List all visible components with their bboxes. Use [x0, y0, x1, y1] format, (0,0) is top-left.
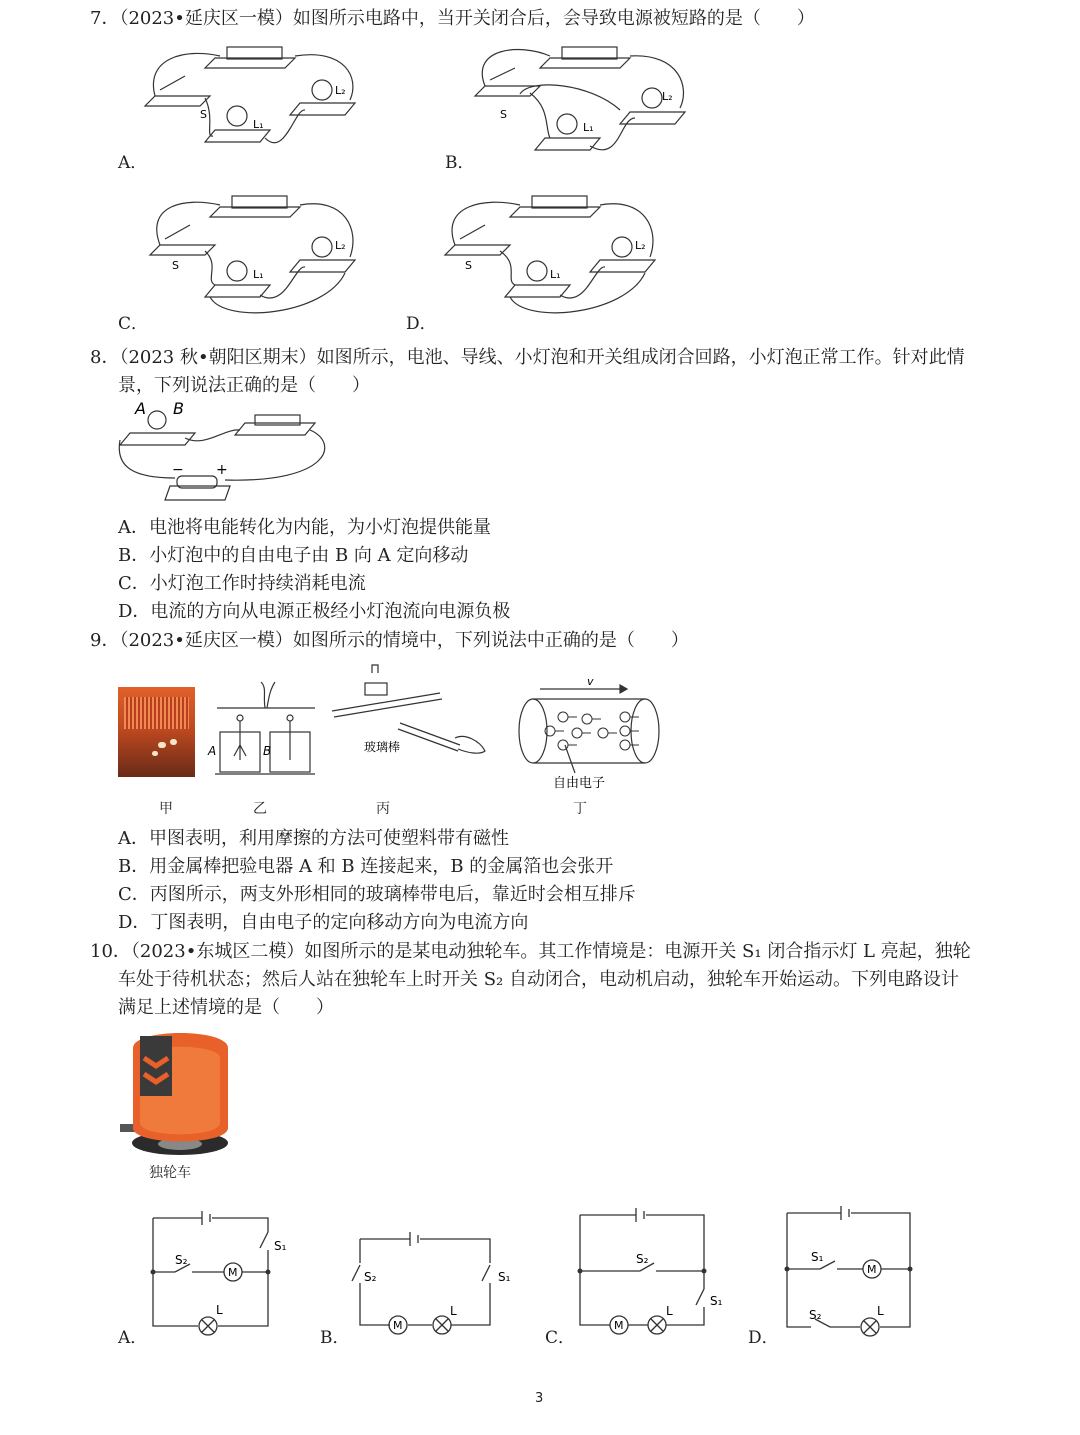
plus-label: + — [216, 462, 228, 478]
lamp2-label: L₂ — [335, 239, 346, 252]
q10-option-a: A． — [118, 1328, 148, 1348]
circuit-d — [775, 1205, 945, 1335]
terminal-b-label: B — [173, 399, 184, 418]
s1-label: S₁ — [710, 1294, 723, 1308]
s2-label: S₂ — [809, 1308, 822, 1322]
unicycle-picture — [118, 1028, 238, 1158]
q7-figure-a — [145, 38, 375, 163]
motor-label: M — [228, 1266, 238, 1279]
minus-label: − — [172, 462, 184, 478]
free-electron-label: 自由电子 — [553, 776, 606, 791]
q8-option-d: D．电流的方向从电源正极经小灯泡流向电源负极 — [118, 601, 511, 622]
switch-label: S — [200, 108, 207, 121]
free-electron-figure — [515, 673, 665, 793]
q7-figure-c — [145, 185, 375, 325]
terminal-a-label: A — [135, 399, 146, 418]
lamp-label: L — [450, 1304, 457, 1318]
q8-option-a: A．电池将电能转化为内能，为小灯泡提供能量 — [118, 517, 491, 538]
q10-option-b: B． — [320, 1328, 350, 1348]
s1-label: S₁ — [274, 1239, 287, 1253]
q9-option-b: B．用金属棒把验电器 A 和 B 连接起来，B 的金属箔也会张开 — [118, 856, 614, 877]
circuit-a — [140, 1210, 300, 1335]
lamp-label: L — [216, 1303, 223, 1317]
switch-label: S — [465, 259, 472, 272]
comb-photo — [118, 687, 195, 777]
caption-ding: 丁 — [573, 801, 587, 817]
electroscope-a-label: A — [208, 744, 217, 758]
q9-option-a: A．甲图表明，利用摩擦的方法可使塑料带有磁性 — [118, 828, 509, 849]
caption-bing: 丙 — [376, 801, 390, 817]
caption-jia: 甲 — [159, 801, 173, 817]
electroscope-b-label: B — [263, 744, 272, 758]
q7-option-a: A． — [118, 153, 148, 173]
lamp2-label: L₂ — [335, 84, 346, 97]
motor-label: M — [867, 1263, 877, 1276]
switch-label: S — [500, 108, 507, 121]
q7-figure-d — [440, 185, 670, 325]
lamp2-label: L₂ — [662, 90, 673, 103]
q7-option-b: B． — [445, 153, 475, 173]
q8-stem-line1: 8．（2023 秋•朝阳区期末）如图所示，电池、导线、小灯泡和开关组成闭合回路，小灯泡正常工作。针对此情 — [90, 347, 965, 368]
q7-figure-b — [470, 38, 700, 163]
q7-stem: 7．（2023•延庆区一模）如图所示电路中，当开关闭合后，会导致电源被短路的是（ ） — [90, 8, 815, 29]
q7-option-c: C． — [118, 314, 149, 334]
caption-yi: 乙 — [253, 801, 267, 817]
q10-stem-line3: 满足上述情境的是（ ） — [118, 997, 334, 1018]
q8-figure — [115, 398, 340, 513]
electroscope-figure — [205, 680, 320, 780]
s2-label: S₂ — [364, 1270, 377, 1284]
motor-label: M — [393, 1319, 403, 1332]
lamp-label: L — [877, 1304, 884, 1318]
q9-option-d: D．丁图表明，自由电子的定向移动方向为电流方向 — [118, 912, 529, 933]
lamp1-label: L₁ — [550, 268, 561, 281]
lamp1-label: L₁ — [253, 118, 264, 131]
q7-option-d: D． — [406, 314, 437, 334]
unicycle-caption: 独轮车 — [149, 1165, 191, 1181]
s1-label: S₁ — [811, 1250, 824, 1264]
s1-label: S₁ — [498, 1270, 511, 1284]
circuit-b — [350, 1225, 520, 1335]
page-number: 3 — [535, 1391, 544, 1406]
q8-option-c: C．小灯泡工作时持续消耗电流 — [118, 573, 366, 594]
glass-rods-figure — [330, 663, 500, 768]
q10-stem-line1: 10．（2023•东城区二模）如图所示的是某电动独轮车。其工作情境是：电源开关 S₁ 闭合指示灯 L 亮起，独轮 — [90, 941, 971, 962]
q9-stem: 9．（2023•延庆区一模）如图所示的情境中，下列说法中正确的是（ ） — [90, 630, 689, 651]
circuit-c — [570, 1205, 740, 1335]
lamp-label: L — [666, 1304, 673, 1318]
q8-stem-line2: 景，下列说法正确的是（ ） — [118, 375, 370, 396]
lamp1-label: L₁ — [253, 268, 264, 281]
s2-label: S₂ — [175, 1253, 188, 1267]
q10-stem-line2: 车处于待机状态；然后人站在独轮车上时开关 S₂ 自动闭合，电动机启动，独轮车开始运动。下列电路设计 — [118, 969, 959, 990]
motor-label: M — [614, 1319, 624, 1332]
s2-label: S₂ — [636, 1252, 649, 1266]
lamp2-label: L₂ — [635, 239, 646, 252]
lamp1-label: L₁ — [583, 121, 594, 134]
q10-option-d: D． — [748, 1328, 779, 1348]
q10-option-c: C． — [545, 1328, 576, 1348]
q9-option-c: C．丙图所示，两支外形相同的玻璃棒带电后，靠近时会相互排斥 — [118, 884, 636, 905]
q8-option-b: B．小灯泡中的自由电子由 B 向 A 定向移动 — [118, 545, 469, 566]
glass-rod-label: 玻璃棒 — [364, 740, 401, 754]
velocity-label: v — [587, 675, 594, 688]
switch-label: S — [172, 259, 179, 272]
